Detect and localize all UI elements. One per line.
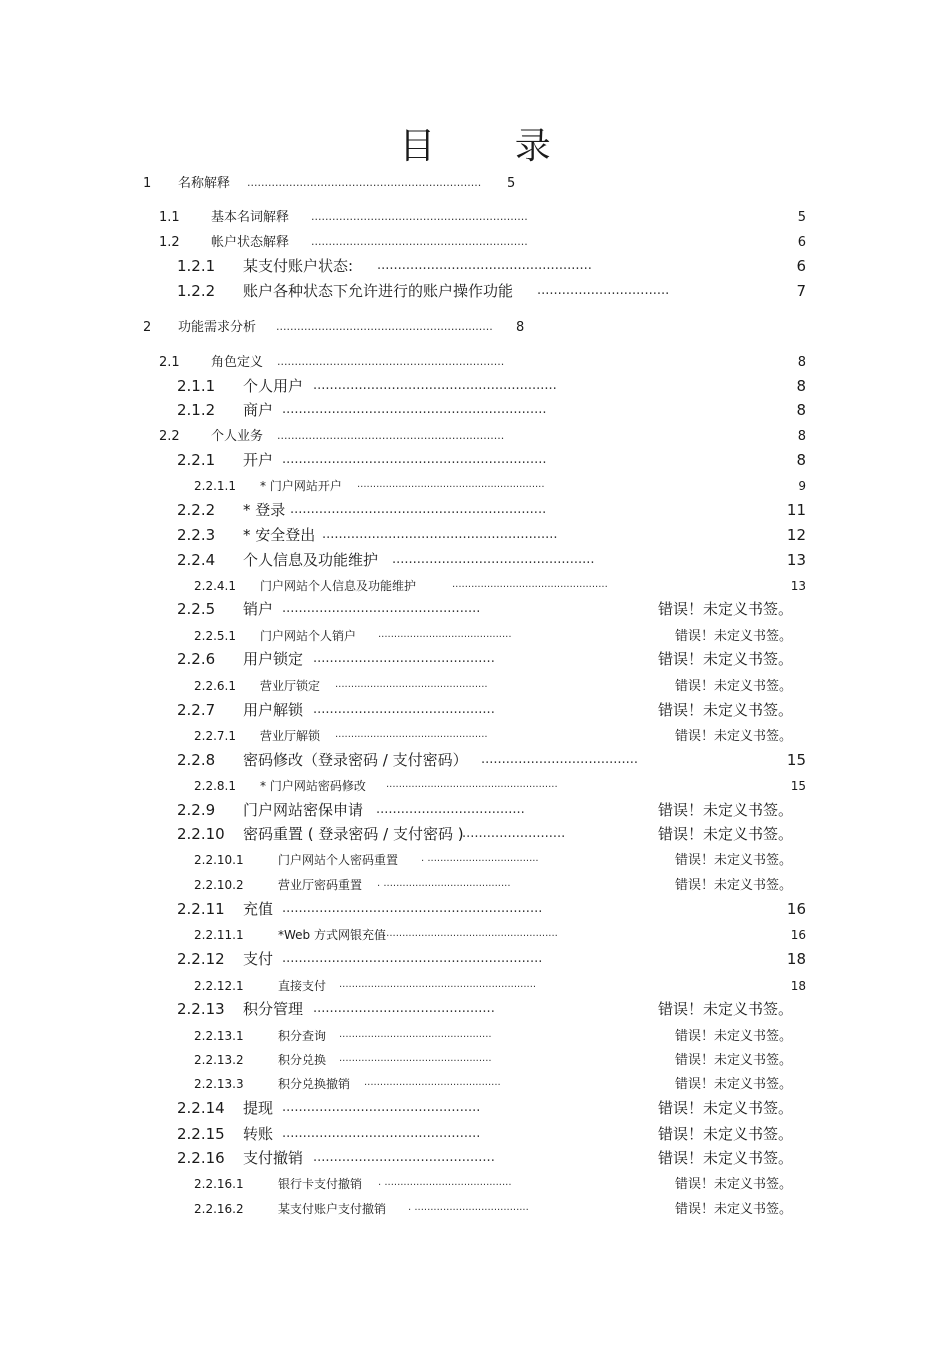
toc-entry-number: 2.1: [159, 355, 180, 370]
toc-entry-page-number: 13: [790, 579, 806, 593]
toc-entry-leader-dots: ................................................: [339, 1030, 492, 1040]
toc-entry-leader-dots: ................................................: [282, 602, 481, 615]
toc-entry-title: 积分查询: [278, 1029, 327, 1043]
toc-entry[interactable]: [0, 1203, 950, 1219]
toc-entry[interactable]: [0, 1151, 950, 1170]
toc-entry-number: 2.2.12: [177, 950, 225, 968]
toc-entry-number: 2.2.11: [177, 900, 225, 918]
toc-entry-leader-dots: ..............................................................: [276, 321, 493, 332]
toc-entry-page-number: 错误！未定义书签。: [674, 1077, 792, 1092]
toc-entry-leader-dots: ..........................................: [378, 630, 512, 640]
toc-entry-leader-dots: ...............................................................: [282, 902, 543, 915]
toc-entry-title: 营业厅密码重置: [278, 878, 363, 892]
toc-entry[interactable]: [0, 430, 950, 447]
toc-entry-page-number: 错误！未定义书签。: [674, 679, 792, 694]
toc-entry-number: 2: [143, 320, 152, 335]
toc-entry[interactable]: [0, 580, 950, 596]
toc-entry-number: 2.2.13.2: [194, 1053, 244, 1067]
toc-entry-leader-dots: .........................................................: [322, 528, 558, 541]
toc-entry[interactable]: [0, 753, 950, 772]
toc-entry-title: 银行卡支付撤销: [278, 1177, 363, 1191]
toc-entry[interactable]: [0, 1054, 950, 1070]
toc-entry-number: 2.2.13: [177, 1000, 225, 1018]
toc-entry-leader-dots: . ...................................: [421, 854, 539, 864]
toc-entry[interactable]: [0, 356, 950, 373]
toc-entry-leader-dots: ...............................................................: [282, 952, 543, 965]
toc-entry-title: 支付撤销: [243, 1149, 304, 1167]
toc-entry-number: 2.2.4: [177, 551, 216, 569]
toc-entry-leader-dots: . ....................................: [408, 1203, 529, 1213]
toc-entry-leader-dots: ................................: [537, 284, 669, 297]
toc-entry[interactable]: [0, 528, 950, 547]
toc-entry-page-number: 8: [797, 355, 806, 370]
toc-entry-title: 充值: [243, 900, 274, 918]
toc-entry[interactable]: [0, 730, 950, 746]
toc-entry-number: 2.2.6.1: [194, 679, 236, 693]
toc-entry-leader-dots: ............................................: [313, 652, 495, 665]
toc-entry-page-number: 13: [786, 551, 806, 569]
toc-entry-leader-dots: ............................................: [313, 703, 495, 716]
toc-entry-leader-dots: ................................................: [282, 1101, 481, 1114]
toc-entry-title: 基本名词解释: [211, 210, 290, 225]
toc-entry-title: * 门户网站开户: [260, 479, 342, 493]
toc-entry[interactable]: [0, 177, 950, 194]
toc-entry-page-number: 错误！未定义书签。: [674, 729, 792, 744]
toc-entry[interactable]: [0, 1002, 950, 1021]
toc-entry-number: 2.2.12.1: [194, 979, 244, 993]
toc-entry-title: * 门户网站密码修改: [260, 779, 366, 793]
toc-entry-title: 积分兑换撤销: [278, 1077, 351, 1091]
toc-entry-page-number: 7: [796, 282, 806, 300]
toc-entry[interactable]: [0, 321, 950, 338]
toc-entry-leader-dots: ................................................: [282, 1127, 481, 1140]
toc-entry-number: 2.2.3: [177, 526, 216, 544]
toc-entry-leader-dots: ....................................: [376, 803, 525, 816]
toc-entry-number: 2.2.6: [177, 650, 216, 668]
toc-entry-page-number: 6: [797, 235, 806, 250]
toc-entry[interactable]: [0, 803, 950, 822]
toc-entry[interactable]: [0, 1127, 950, 1146]
toc-entry[interactable]: [0, 680, 950, 696]
toc-entry[interactable]: [0, 827, 950, 846]
toc-entry-number: 2.2.5: [177, 600, 216, 618]
toc-entry[interactable]: [0, 403, 950, 422]
toc-entry-title: 账户各种状态下允许进行的账户操作功能: [243, 282, 514, 300]
toc-entry-page-number: 错误！未定义书签。: [674, 878, 792, 893]
toc-entry-number: 2.2.13.3: [194, 1077, 244, 1091]
toc-entry[interactable]: [0, 1101, 950, 1120]
toc-entry-number: 2.1.2: [177, 401, 216, 419]
toc-entry-number: 2.2.15: [177, 1125, 225, 1143]
toc-entry-number: 2.2.10.2: [194, 878, 244, 892]
toc-entry-title: 开户: [243, 451, 274, 469]
toc-entry-title: 营业厅锁定: [260, 679, 321, 693]
toc-entry-title: 门户网站个人信息及功能维护: [260, 579, 417, 593]
toc-entry-number: 2.1.1: [177, 377, 216, 395]
toc-entry-leader-dots: ................................................................: [282, 403, 547, 416]
toc-entry-leader-dots: .................................................: [392, 553, 594, 566]
toc-entry-title: 直接支付: [278, 979, 327, 993]
toc-entry-leader-dots: ....................................................: [377, 259, 592, 272]
toc-entry-page-number: 15: [790, 779, 806, 793]
toc-entry-number: 2.2.7: [177, 701, 216, 719]
toc-entry-number: 1.2.2: [177, 282, 216, 300]
toc-entry[interactable]: [0, 980, 950, 996]
toc-entry-number: 2.2.1: [177, 451, 216, 469]
toc-entry-page-number: 5: [797, 210, 806, 225]
toc-entry-page-number: 错误！未定义书签。: [657, 1149, 793, 1167]
toc-entry-title: 密码修改（登录密码 / 支付密码）: [243, 751, 468, 769]
toc-entry-leader-dots: ................................................................: [282, 453, 547, 466]
toc-entry-leader-dots: .................................................................: [277, 356, 505, 367]
toc-entry-number: 2.2.8.1: [194, 779, 236, 793]
toc-entry-title: 销户: [243, 600, 274, 618]
toc-entry-page-number: 错误！未定义书签。: [674, 1053, 792, 1068]
toc-entry-leader-dots: .................................................: [452, 580, 608, 590]
toc-entry-title: 积分兑换: [278, 1053, 327, 1067]
toc-entry-number: 2.2.13.1: [194, 1029, 244, 1043]
toc-entry-number: 2.2.1.1: [194, 479, 236, 493]
toc-entry-page-number: 18: [790, 979, 806, 993]
page-title: 目 录: [399, 126, 585, 167]
toc-entry-leader-dots: ..............................................................: [311, 236, 528, 247]
toc-entry[interactable]: [0, 780, 950, 796]
toc-entry-number: 2.2.2: [177, 501, 216, 519]
toc-entry-leader-dots: ................................................: [335, 680, 488, 690]
toc-entry-page-number: 错误！未定义书签。: [657, 650, 793, 668]
toc-entry-page-number: 9: [798, 479, 806, 493]
toc-entry-title: * 安全登出: [243, 526, 316, 544]
toc-entry-title: 用户锁定: [243, 650, 304, 668]
toc-entry-page-number: 15: [786, 751, 806, 769]
toc-entry[interactable]: [0, 703, 950, 722]
toc-entry-page-number: 8: [796, 451, 806, 469]
toc-entry-title: 功能需求分析: [178, 320, 257, 335]
toc-entry-page-number: 错误！未定义书签。: [674, 629, 792, 644]
toc-entry-page-number: 18: [786, 950, 806, 968]
toc-entry-page-number: 错误！未定义书签。: [657, 801, 793, 819]
toc-entry[interactable]: [0, 453, 950, 472]
toc-entry-page-number: 错误！未定义书签。: [674, 1177, 792, 1192]
toc-entry-leader-dots: .................................................................: [277, 430, 505, 441]
toc-entry-title: 提现: [243, 1099, 274, 1117]
toc-entry-page-number: 16: [790, 928, 806, 942]
toc-entry-title: 转账: [243, 1125, 274, 1143]
toc-entry-title: 帐户状态解释: [211, 235, 290, 250]
toc-entry-number: 1: [143, 176, 152, 191]
toc-entry[interactable]: [0, 902, 950, 921]
toc-entry-number: 2.2.10: [177, 825, 225, 843]
toc-entry-page-number: 6: [796, 257, 806, 275]
toc-entry-page-number: 错误！未定义书签。: [657, 1099, 793, 1117]
toc-entry[interactable]: [0, 236, 950, 253]
toc-entry-title: *Web 方式网银充值: [278, 928, 386, 942]
toc-entry-title: 个人用户: [243, 377, 304, 395]
toc-entry-title: * 登录: [243, 501, 286, 519]
toc-entry-page-number: 8: [796, 377, 806, 395]
toc-entry-number: 2.2.9: [177, 801, 216, 819]
toc-entry-leader-dots: ................................................: [339, 1054, 492, 1064]
toc-entry-leader-dots: . ........................................: [377, 879, 511, 889]
toc-entry-page-number: 错误！未定义书签。: [657, 600, 793, 618]
toc-entry-leader-dots: ...................................................................: [247, 177, 482, 188]
toc-entry-leader-dots: ................................................: [335, 730, 488, 740]
toc-entry-title: 积分管理: [243, 1000, 304, 1018]
toc-entry-title: 门户网站个人密码重置: [278, 853, 399, 867]
toc-entry-number: 2.2.10.1: [194, 853, 244, 867]
toc-entry-page-number: 错误！未定义书签。: [674, 1029, 792, 1044]
toc-entry-page-number: 8: [796, 401, 806, 419]
toc-entry-number: 1.1: [159, 210, 180, 225]
toc-entry[interactable]: [0, 1078, 950, 1094]
toc-entry-leader-dots: ............................................: [313, 1151, 495, 1164]
toc-entry[interactable]: [0, 952, 950, 971]
toc-entry[interactable]: [0, 1030, 950, 1046]
toc-entry-leader-dots: ......................................: [481, 753, 638, 766]
toc-entry-title: 用户解锁: [243, 701, 304, 719]
toc-entry[interactable]: [0, 1178, 950, 1194]
toc-entry-page-number: 8: [797, 429, 806, 444]
toc-entry-title: 个人信息及功能维护: [243, 551, 379, 569]
toc-entry[interactable]: [0, 929, 950, 945]
toc-entry-title: 营业厅解锁: [260, 729, 321, 743]
toc-entry-title: 个人业务: [211, 429, 264, 444]
toc-entry[interactable]: [0, 854, 950, 870]
toc-entry-leader-dots: .........................: [462, 827, 565, 840]
toc-entry-page-number: 错误！未定义书签。: [657, 825, 793, 843]
toc-entry-title: 名称解释: [178, 176, 231, 191]
toc-entry[interactable]: [0, 652, 950, 671]
toc-entry-title: 密码重置 ( 登录密码 / 支付密码 ): [243, 825, 464, 843]
toc-entry[interactable]: [0, 879, 950, 895]
toc-entry-title: 某支付账户状态:: [243, 257, 354, 275]
toc-entry-title: 某支付账户支付撤销: [278, 1202, 387, 1216]
toc-entry-number: 2.2.4.1: [194, 579, 236, 593]
toc-entry-number: 2.2.14: [177, 1099, 225, 1117]
toc-entry-page-number: 错误！未定义书签。: [657, 701, 793, 719]
toc-entry-page-number: 错误！未定义书签。: [674, 853, 792, 868]
toc-entry[interactable]: [0, 284, 950, 303]
toc-entry[interactable]: [0, 630, 950, 646]
toc-entry-number: 1.2.1: [177, 257, 216, 275]
toc-entry-title: 支付: [243, 950, 274, 968]
toc-entry-page-number: 12: [786, 526, 806, 544]
toc-entry-leader-dots: .......................................................: [383, 929, 558, 939]
toc-entry-number: 2.2.16.1: [194, 1177, 244, 1191]
toc-entry-page-number: 错误！未定义书签。: [674, 1202, 792, 1217]
toc-entry-number: 1.2: [159, 235, 180, 250]
toc-entry-number: 2.2.5.1: [194, 629, 236, 643]
toc-entry-number: 2.2.11.1: [194, 928, 244, 942]
toc-entry-leader-dots: ..............................................................: [290, 503, 547, 516]
toc-entry-title: 商户: [243, 401, 274, 419]
toc-entry-title: 角色定义: [211, 355, 264, 370]
toc-entry-page-number: 16: [786, 900, 806, 918]
toc-entry[interactable]: [0, 480, 950, 496]
toc-entry-number: 2.2.8: [177, 751, 216, 769]
toc-entry[interactable]: [0, 503, 950, 522]
toc-entry-leader-dots: ...........................................: [364, 1078, 501, 1088]
toc-entry[interactable]: [0, 379, 950, 398]
toc-entry[interactable]: [0, 259, 950, 278]
toc-entry-number: 2.2.16.2: [194, 1202, 244, 1216]
toc-entry[interactable]: [0, 602, 950, 621]
toc-entry-title: 门户网站个人销户: [260, 629, 357, 643]
toc-entry-leader-dots: ............................................: [313, 1002, 495, 1015]
toc-entry[interactable]: [0, 211, 950, 228]
toc-entry-number: 2.2: [159, 429, 180, 444]
toc-entry-title: 门户网站密保申请: [243, 801, 364, 819]
toc-entry-page-number: 5: [507, 176, 516, 191]
toc-entry-number: 2.2.16: [177, 1149, 225, 1167]
toc-entry-number: 2.2.7.1: [194, 729, 236, 743]
toc-entry-leader-dots: ...........................................................: [357, 480, 545, 490]
toc-entry-page-number: 8: [516, 320, 525, 335]
toc-entry-leader-dots: . ........................................: [378, 1178, 512, 1188]
toc-entry-leader-dots: ......................................................: [386, 780, 558, 790]
toc-entry-page-number: 错误！未定义书签。: [657, 1000, 793, 1018]
toc-entry-leader-dots: ..............................................................: [311, 211, 528, 222]
toc-entry-leader-dots: ...........................................................: [313, 379, 557, 392]
toc-entry[interactable]: [0, 553, 950, 572]
toc-entry-page-number: 11: [786, 501, 806, 519]
toc-entry-page-number: 错误！未定义书签。: [657, 1125, 793, 1143]
toc-entry-leader-dots: ..............................................................: [339, 980, 537, 990]
